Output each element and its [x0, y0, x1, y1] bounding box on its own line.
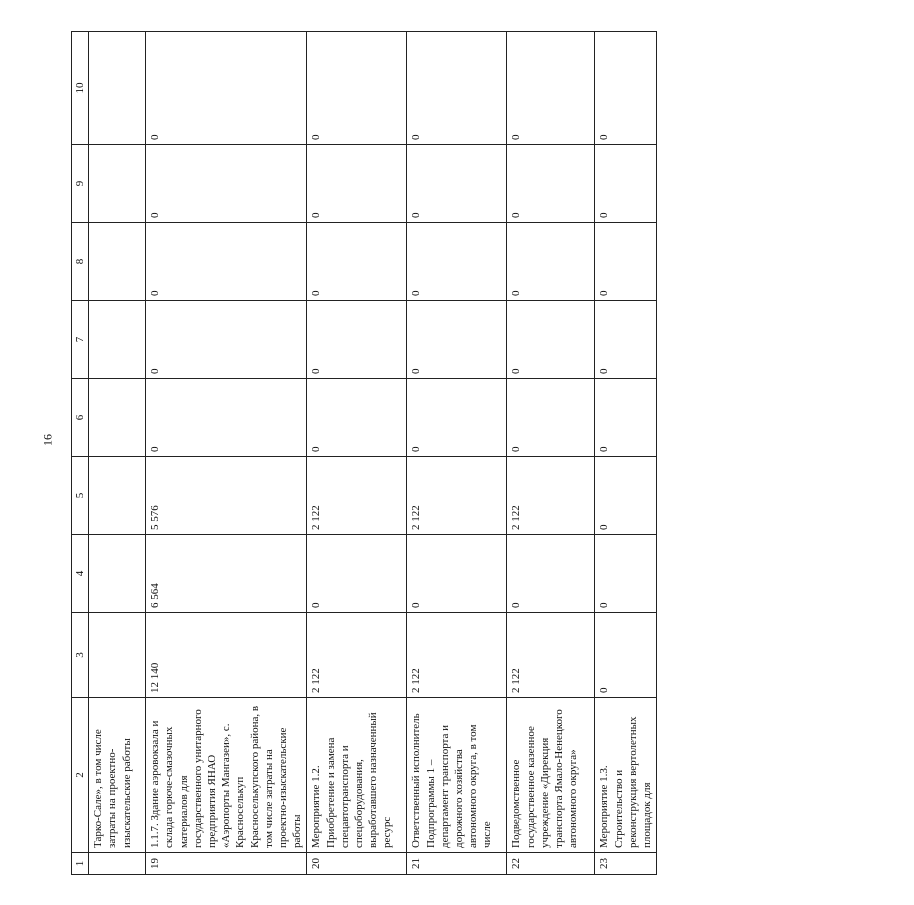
row-description: Подведомственное государственное казенное учреждение «Дирекция транспорта Ямало-Ненецкого автономного округа»	[507, 698, 595, 853]
value-cell: 0	[407, 301, 507, 379]
row-description: Мероприятие 1.2. Приобретение и замена спецавтотранспорта и спецоборудования, выработавшего назначенный ресурс	[307, 698, 407, 853]
value-cell: 12 140	[146, 613, 307, 698]
value-cell: 0	[507, 301, 595, 379]
table-row	[307, 32, 407, 875]
row-number: 21	[407, 853, 507, 875]
value-cell: 0	[307, 535, 407, 613]
value-cell: 0	[407, 223, 507, 301]
row-description: Тарко-Сале», в том числе затраты на проектно-изыскательские работы	[89, 698, 146, 853]
value-cell: 2 122	[507, 457, 595, 535]
column-header: 4	[72, 535, 89, 613]
value-cell	[89, 457, 146, 535]
value-cell: 5 576	[146, 457, 307, 535]
value-cell: 0	[307, 301, 407, 379]
row-number: 23	[595, 853, 657, 875]
value-cell: 0	[507, 535, 595, 613]
value-cell: 0	[595, 613, 657, 698]
value-cell: 0	[307, 379, 407, 457]
column-header: 6	[72, 379, 89, 457]
table-row	[89, 32, 146, 875]
table-row	[146, 32, 307, 875]
row-number: 19	[146, 853, 307, 875]
value-cell: 0	[595, 379, 657, 457]
value-cell: 2 122	[507, 613, 595, 698]
value-cell	[89, 32, 146, 145]
column-header: 9	[72, 145, 89, 223]
table-container	[71, 0, 914, 869]
column-header: 10	[72, 32, 89, 145]
row-number	[89, 853, 146, 875]
table-row	[595, 32, 657, 875]
value-cell	[89, 535, 146, 613]
value-cell: 0	[146, 32, 307, 145]
page-number: 16	[40, 434, 55, 446]
value-cell: 0	[595, 145, 657, 223]
column-header: 3	[72, 613, 89, 698]
value-cell: 0	[307, 145, 407, 223]
budget-table	[71, 31, 657, 875]
column-header: 7	[72, 301, 89, 379]
value-cell: 0	[507, 145, 595, 223]
value-cell: 2 122	[407, 613, 507, 698]
value-cell	[89, 379, 146, 457]
row-description: 1.1.7. Здание аэровокзала и склада горюче-смазочных материалов для государственного унитарного предприятия ЯНАО «Аэропорты Мангазеи», с. Красноселькуп Красноселькупского района, в том числе затраты на проектно-изыскательские работы	[146, 698, 307, 853]
value-cell: 0	[407, 535, 507, 613]
value-cell	[89, 301, 146, 379]
header-row	[72, 32, 89, 875]
value-cell: 0	[507, 32, 595, 145]
row-description: Мероприятие 1.3. Строительство и реконструкция вертолетных площадок для	[595, 698, 657, 853]
value-cell: 2 122	[407, 457, 507, 535]
column-header: 1	[72, 853, 89, 875]
value-cell: 0	[595, 457, 657, 535]
value-cell: 0	[407, 145, 507, 223]
column-header: 8	[72, 223, 89, 301]
table-row	[507, 32, 595, 875]
value-cell: 0	[146, 223, 307, 301]
value-cell: 0	[407, 32, 507, 145]
value-cell: 0	[595, 301, 657, 379]
column-header: 5	[72, 457, 89, 535]
column-header: 2	[72, 698, 89, 853]
value-cell: 2 122	[307, 457, 407, 535]
row-description: Ответственный исполнитель Подпрограммы 1 –департамент транспорта и дорожного хозяйства автономного округа, в том числе	[407, 698, 507, 853]
table-row	[407, 32, 507, 875]
value-cell: 0	[595, 535, 657, 613]
value-cell: 0	[595, 32, 657, 145]
value-cell: 0	[507, 223, 595, 301]
value-cell: 0	[595, 223, 657, 301]
value-cell: 0	[307, 32, 407, 145]
value-cell: 0	[146, 301, 307, 379]
value-cell: 0	[146, 145, 307, 223]
row-number: 22	[507, 853, 595, 875]
value-cell	[89, 145, 146, 223]
value-cell: 6 564	[146, 535, 307, 613]
value-cell: 0	[307, 223, 407, 301]
value-cell	[89, 223, 146, 301]
value-cell	[89, 613, 146, 698]
row-number: 20	[307, 853, 407, 875]
value-cell: 0	[407, 379, 507, 457]
value-cell: 2 122	[307, 613, 407, 698]
value-cell: 0	[146, 379, 307, 457]
value-cell: 0	[507, 379, 595, 457]
